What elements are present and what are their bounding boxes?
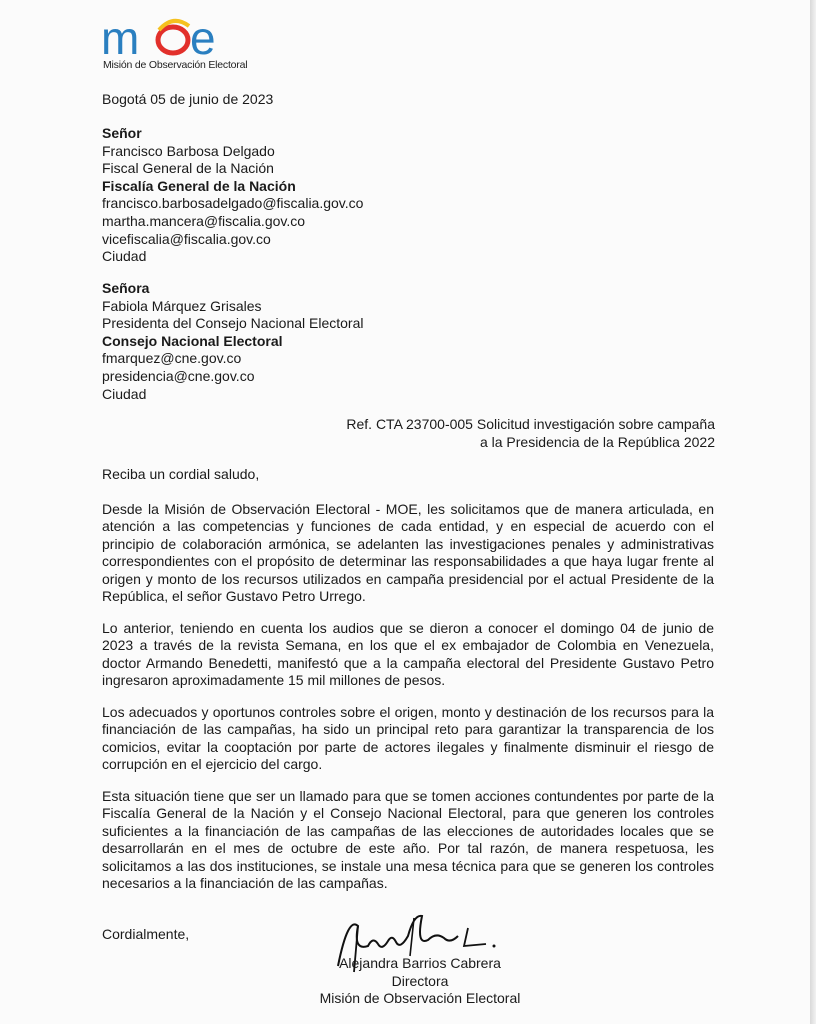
recipient-city: Ciudad [102, 385, 147, 402]
recipient-organization: Fiscalía General de la Nación [102, 177, 296, 194]
logo-wordmark-e: e [190, 12, 216, 64]
recipient-salutation: Señor [102, 125, 142, 141]
body-paragraph: Los adecuados y oportunos controles sobre el origen, monto y destinación de los recursos para la financiación de las campañas, ha sido un principal reto para garantizar la transparencia de los comicios, evitar la cooptación por parte de actores ilegales y finalmente disminuir el riesgo de corrupción en el ejercicio del cargo. [102, 704, 714, 773]
closing: Cordialmente, [102, 926, 190, 942]
letter-date: Bogotá 05 de junio de 2023 [102, 91, 274, 107]
signer-organization: Misión de Observación Electoral [319, 990, 521, 1006]
recipient-2 [102, 280, 363, 403]
recipient-city: Ciudad [102, 248, 147, 265]
signer-name: Alejandra Barrios Cabrera [339, 955, 501, 971]
body-paragraph: Desde la Misión de Observación Electoral - MOE, les solicitamos que de manera articulada, en atención a las competencias y funciones de cada entidad, y en especial de acuerdo con el principio de colaboración armónica, se adelanten las investigaciones penales y administrativas correspondientes con el propósito de determinar las responsabilidades a que haya lugar frente al origen y monto de los recursos utilizados en campaña presidencial por el actual Presidente de la República, el señor Gustavo Petro Urrego. [102, 501, 714, 605]
recipient-email: francisco.barbosadelgado@fiscalia.gov.co [102, 195, 364, 212]
recipient-email: fmarquez@cne.gov.co [102, 350, 242, 367]
recipient-title: Fiscal General de la Nación [102, 160, 274, 177]
body-paragraph: Esta situación tiene que ser un llamado para que se tomen acciones contundentes por parte de la Fiscalía General de la Nación y el Consejo Nacional Electoral, para que generen los controles suficientes a la financiación de las campañas de las elecciones de autoridades locales que se desarrollarán en el mes de octubre de este año. Por tal razón, de manera respetuosa, les solicitamos a las dos instituciones, se instale una mesa técnica para que se generen los controles necesarios a la financiación de las campañas. [102, 788, 714, 892]
recipient-1 [102, 125, 363, 266]
recipient-email: martha.mancera@fiscalia.gov.co [102, 212, 306, 229]
recipient-organization: Consejo Nacional Electoral [102, 332, 283, 349]
recipient-salutation: Señora [102, 280, 150, 296]
recipient-email: presidencia@cne.gov.co [102, 367, 255, 384]
greeting: Reciba un cordial saludo, [102, 466, 260, 482]
recipient-name: Fabiola Márquez Grisales [102, 297, 262, 314]
signer-role: Directora [391, 972, 449, 989]
logo-wordmark-m: m [101, 12, 140, 64]
body-paragraph: Lo anterior, teniendo en cuenta los audios que se dieron a conocer el domingo 04 de junio de 2023 a través de la revista Semana, en los que el ex embajador de Colombia en Venezuela, doctor Armando Benedetti, manifestó que a la campaña electoral del Presidente Gustavo Petro ingresaron aproximadamente 15 mil millones de pesos. [102, 620, 714, 689]
logo-o-ring-icon [158, 21, 189, 53]
recipient-name: Francisco Barbosa Delgado [102, 142, 275, 159]
recipient-email: vicefiscalia@fiscalia.gov.co [102, 230, 271, 247]
signature-block [300, 955, 540, 1008]
page-edge-shadow [810, 0, 816, 1024]
recipient-title: Presidenta del Consejo Nacional Electoral [102, 315, 364, 332]
reference-line: Ref. CTA 23700-005 Solicitud investigación sobre campaña a la Presidencia de la República 2022 [346, 416, 715, 450]
logo-subtitle: Misión de Observación Electoral [103, 59, 248, 71]
